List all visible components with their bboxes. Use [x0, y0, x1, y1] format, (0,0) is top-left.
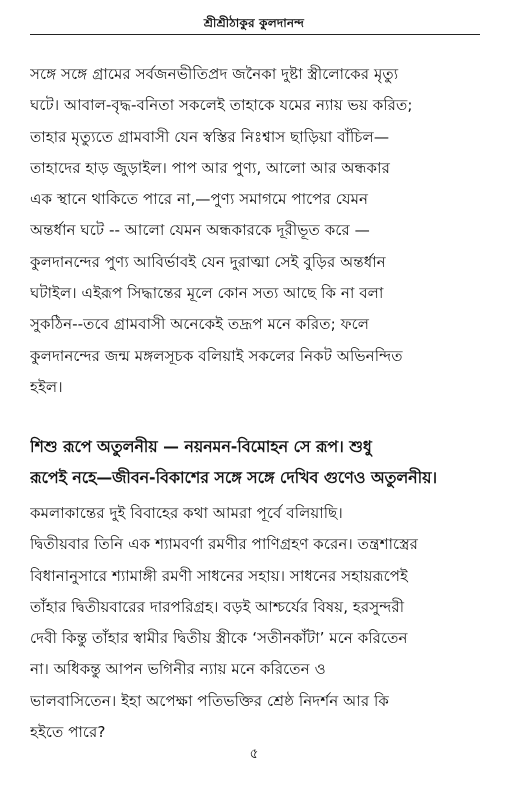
- text-line: হইতে পারে?: [30, 723, 106, 742]
- text-line: দ্বিতীয়বার তিনি এক শ্যামবর্ণা রমণীর পাণিগ্রহণ করেন। তন্ত্রশাস্ত্রের: [30, 535, 418, 554]
- text-line: দেবী কিন্তু তাঁহার স্বামীর দ্বিতীয় স্ত্রীকে ‘সতীনকাঁটা’ মনে করিতেন: [30, 629, 408, 648]
- text-line: তাহার মৃত্যুতে গ্রামবাসী যেন স্বস্তির নিঃশ্বাস ছাড়িয়া বাঁচিল—: [30, 127, 390, 146]
- running-header: শ্রীশ্রীঠাকুর কুলদানন্দ: [203, 16, 305, 30]
- text-line: কুলদানন্দের জন্ম মঙ্গলসূচক বলিয়াই সকলের নিকট অভিনন্দিত: [30, 346, 403, 365]
- text-line: কুলদানন্দের পুণ্য আবির্ভাবই যেন দুরাত্মা সেই বুড়ির অন্তর্ধান: [30, 252, 386, 271]
- header-rule: [30, 34, 480, 35]
- text-line: তাঁহার দ্বিতীয়বারের দারপরিগ্রহ। বড়ই আশ্চর্যের বিষয়, হরসুন্দরী: [30, 597, 405, 616]
- text-line: বিধানানুসারে শ্যামাঙ্গী রমণী সাধনের সহায়। সাধনের সহায়রূপেই: [30, 566, 408, 585]
- text-line: অন্তর্ধান ঘটে -- আলো যেমন অন্ধকারকে দূরীভূত করে —: [30, 221, 370, 240]
- section-heading: [30, 431, 480, 493]
- text-line: সুকঠিন--তবে গ্রামবাসী অনেকেই তদ্রূপ মনে করিত; ফলে: [30, 315, 370, 334]
- text-line: কমলাকান্তের দুই বিবাহের কথা আমরা পূর্বে বলিয়াছি।: [30, 504, 343, 522]
- paragraph-birth-omen: [30, 59, 480, 403]
- text-line: তাহাদের হাড় জুড়াইল। পাপ আর পুণ্য, আলো আর অন্ধকার: [30, 158, 390, 177]
- text-line: ঘটে। আবাল-বৃদ্ধ-বনিতা সকলেই তাহাকে যমের ন্যায় ভয় করিত;: [30, 96, 413, 115]
- heading-line: শিশু রূপে অতুলনীয় — নয়নমন-বিমোহন সে রূপ। শুধু: [30, 437, 372, 456]
- text-line: ভালবাসিতেন। ইহা অপেক্ষা পতিভক্তির শ্রেষ্ঠ নিদর্শন আর কি: [30, 691, 390, 710]
- text-line: ঘটাইল। এইরূপ সিদ্ধান্তের মূলে কোন সত্য আছে কি না বলা: [30, 284, 384, 303]
- text-line: এক স্থানে থাকিতে পারে না,—পুণ্য সমাগমে পাপের যেমন: [30, 190, 369, 209]
- text-line: হইল।: [30, 377, 63, 396]
- page-number: ৫: [249, 746, 259, 762]
- text-line: সঙ্গে সঙ্গে গ্রামের সর্বজনভীতিপ্রদ জনৈকা দুষ্টা স্ত্রীলোকের মৃত্যু: [30, 65, 399, 83]
- text-line: না। অধিকন্তু আপন ভগিনীর ন্যায় মনে করিতেন ও: [30, 660, 326, 679]
- paragraph-kamalakanta: [30, 498, 480, 748]
- heading-line: রূপেই নহে—জীবন-বিকাশের সঙ্গে সঙ্গে দেখিব গুণেও অতুলনীয়।: [30, 468, 438, 487]
